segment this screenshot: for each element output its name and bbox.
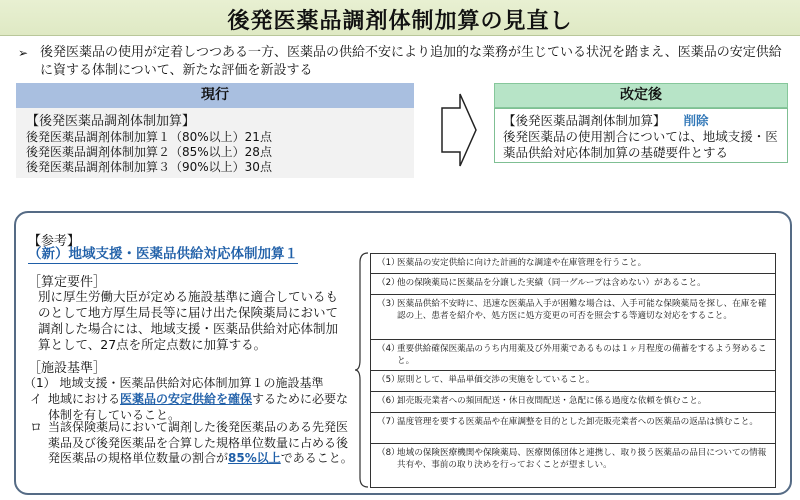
reference-title: （新）地域支援・医薬品供給対応体制加算１ [28,246,298,262]
criterion-b-text: 当該保険薬局において調剤した後発医薬品のある先発医薬品及び後発医薬品を合算した規格単位数量に占める後発医薬品の規格単位数量の割合が [48,420,349,465]
requirement-text: 温度管理を要する医薬品や在庫調整を目的とした卸売販売業者への医薬品の返品は慎むこと。 [397,417,758,427]
current-header: 現行 [16,83,414,108]
requirement-text: 重要供給確保医薬品のうち内用薬及び外用薬であるものは１ヶ月程度の備蓄をするよう努めること。 [397,344,767,366]
brace-icon [354,252,370,488]
calc-requirements-text: 別に厚生労働大臣が定める施設基準に適合しているものとして地方厚生局長等に届け出た保険薬局において調剤した場合には、地域支援・医薬品供給対応体制加算として、27点を所定点数に加算する。 [38,289,339,352]
requirement-row [371,392,775,413]
revised-text: 後発医薬品の使用割合については、地域支援・医薬品供給対応体制加算の基礎要件とする [503,129,778,160]
requirement-number: （4） [377,344,400,354]
requirement-text: 卸売販売業者への頻回配送・休日夜間配送・急配に係る過度な依頼を慎むこと。 [397,396,707,406]
current-line: 後発医薬品調剤体制加算１（80%以上）21点 [26,130,272,144]
reference-label: 【参考】 [28,234,81,249]
facility-standards-heading: ［施設基準］ [28,361,107,376]
intro-text [18,44,790,80]
right-arrow-icon [440,90,478,170]
requirement-number: （3） [377,299,400,309]
requirement-row [371,444,775,487]
requirement-row [371,371,775,392]
requirement-number: （1） [377,258,400,268]
current-line: 後発医薬品調剤体制加算２（85%以上）28点 [26,145,272,159]
criterion-a-marker: イ [30,392,43,406]
requirement-number: （2） [377,278,400,288]
criterion-a-text-end: するために必要な体制を有していること。 [48,392,349,422]
requirement-text: 地域の保険医療機関や保険薬局、医療関係団体と連携し、取り扱う医薬品の品目についての情報共有や、事前の取り決めを行っておくことが望ましい。 [397,448,767,470]
requirement-row [371,254,775,274]
criterion-b-text-end: であること。 [280,451,353,465]
calc-requirements-heading: ［算定要件］ [28,275,107,290]
criterion-a-highlight: 医薬品の安定供給を確保 [120,392,253,406]
requirements-table [370,253,776,488]
requirement-number: （6） [377,396,400,406]
revised-box [494,108,788,163]
intro-body: 後発医薬品の使用が定着しつつある一方、医薬品の供給不安により追加的な業務が生じている状況を踏まえ、医薬品の安定供給に資する体制について、新たな評価を新設する [40,45,782,78]
requirement-number: （7） [377,417,400,427]
criterion-1: （1） 地域支援・医薬品供給対応体制加算１の施設基準 [24,376,324,390]
requirement-row [371,340,775,371]
requirement-number: （5） [377,375,400,385]
current-heading: 【後発医薬品調剤体制加算】 [26,114,196,129]
current-line: 後発医薬品調剤体制加算３（90%以上）30点 [26,160,272,174]
deleted-label: 削除 [683,113,709,128]
requirement-row [371,295,775,340]
requirement-row [371,413,775,444]
bullet-arrow-icon: ➢ [18,46,29,60]
requirement-text: 医薬品の安定供給に向けた計画的な調達や在庫管理を行うこと。 [397,258,647,268]
requirement-text: 医薬品供給不安時に、迅速な医薬品入手が困難な場合は、入手可能な保険薬局を探し、在庫を確認の上、患者を紹介や、処方医に処方変更の可否を照会する等適切な対応をすること。 [397,299,767,321]
criterion-b-highlight: 85%以上 [228,451,281,465]
revised-heading: 【後発医薬品調剤体制加算】 [503,113,666,128]
page-title: 後発医薬品調剤体制加算の見直し [227,9,573,34]
criterion-a-text: 地域における [48,392,121,406]
criterion-b-marker: ロ [30,420,43,434]
requirement-row [371,274,775,295]
revised-header: 改定後 [494,83,788,108]
requirement-text: 原則として、単品単価交渉の実施をしていること。 [397,375,595,385]
requirement-number: （8） [377,448,400,458]
criterion-a [24,392,354,423]
criterion-b [24,420,354,467]
requirement-text: 他の保険薬局に医薬品を分譲した実績（同一グループは含めない）があること。 [397,278,706,288]
current-box [16,108,414,178]
